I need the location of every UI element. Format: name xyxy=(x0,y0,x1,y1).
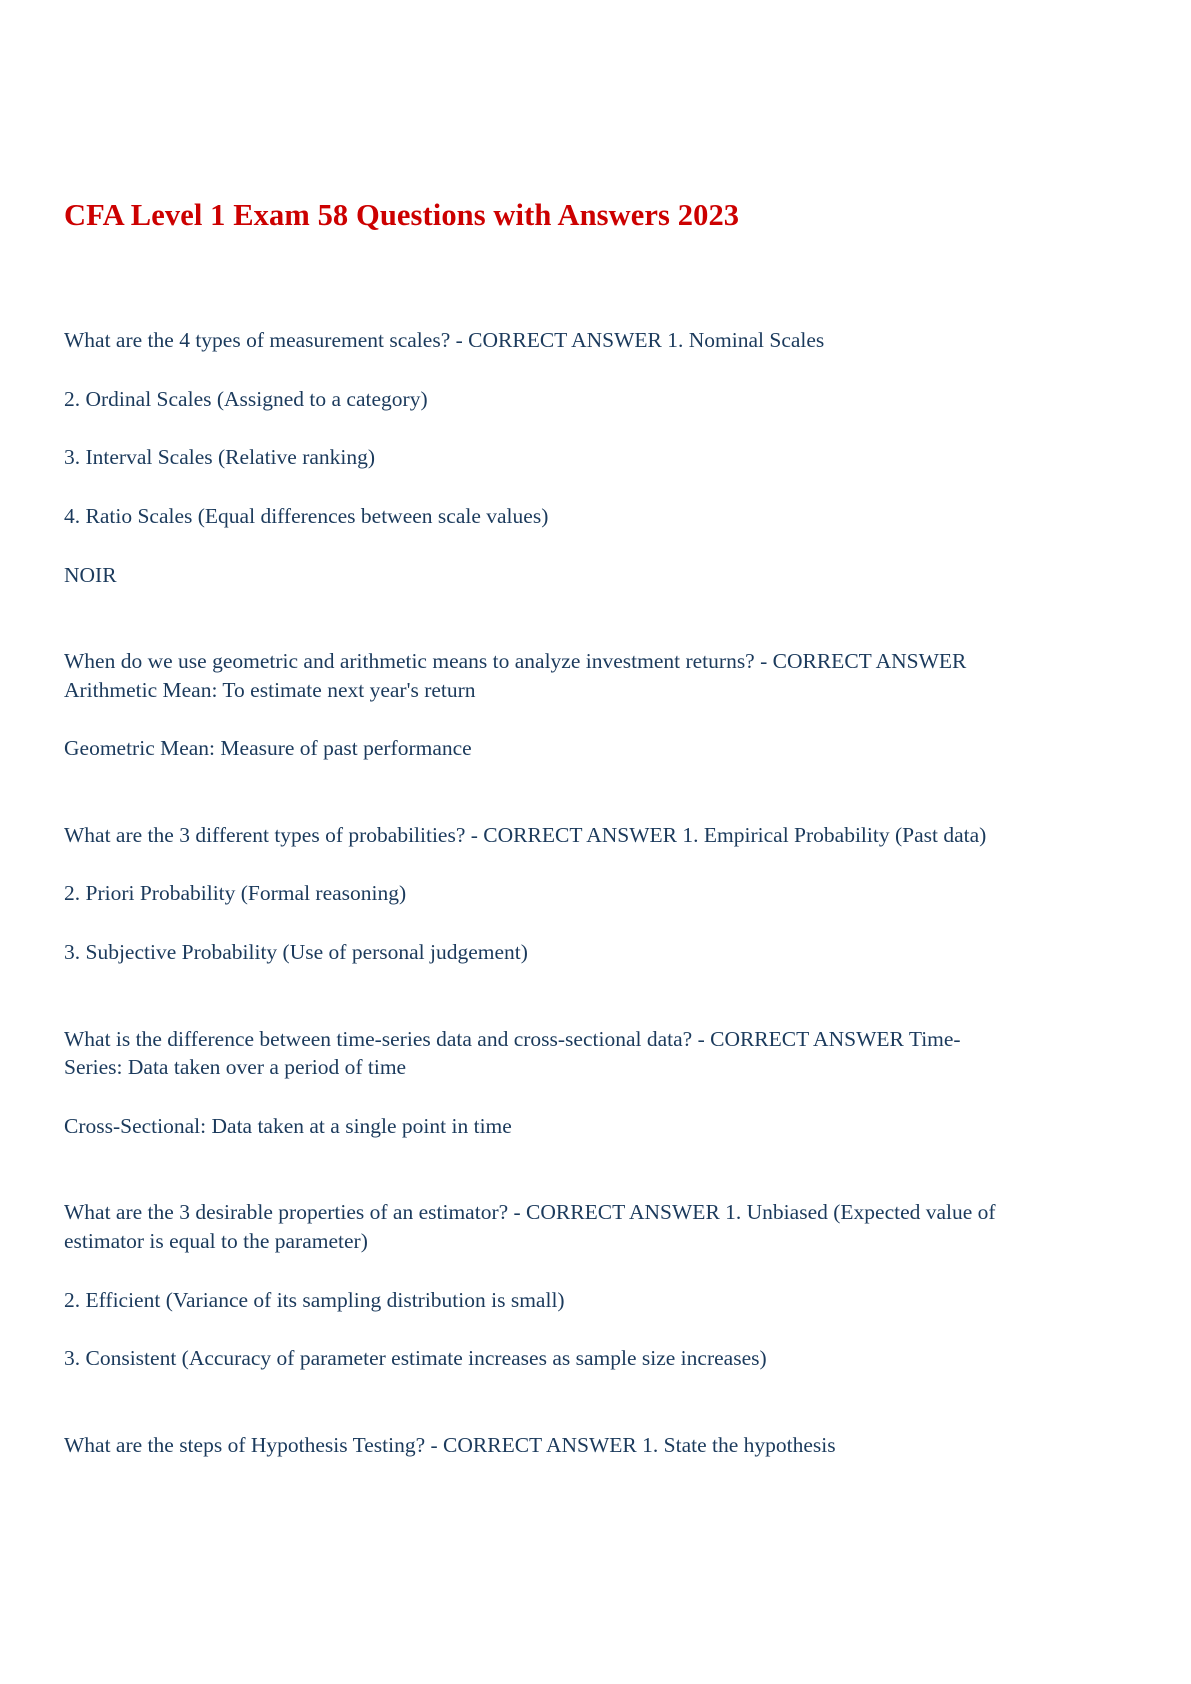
paragraph: 3. Subjective Probability (Use of personal judgement) xyxy=(64,940,528,965)
document-body xyxy=(64,326,1071,1459)
paragraph: What are the steps of Hypothesis Testing? - CORRECT ANSWER 1. State the hypothesis xyxy=(64,1432,836,1457)
paragraph: 3. Interval Scales (Relative ranking) xyxy=(64,445,376,470)
paragraph: Geometric Mean: Measure of past performance xyxy=(64,736,472,761)
paragraph: 2. Efficient (Variance of its sampling distribution is small) xyxy=(64,1287,565,1312)
paragraph: What are the 3 desirable properties of an estimator? - CORRECT ANSWER 1. Unbiased (Expected value of estimator is equal to the parameter) xyxy=(64,1200,996,1254)
qa-block xyxy=(64,1025,1071,1141)
qa-block xyxy=(64,1198,1071,1372)
paragraph: NOIR xyxy=(64,562,117,587)
paragraph: What are the 3 different types of probabilities? - CORRECT ANSWER 1. Empirical Probability (Past data) xyxy=(64,822,987,847)
qa-block xyxy=(64,821,1071,967)
paragraph: Cross-Sectional: Data taken at a single point in time xyxy=(64,1113,512,1138)
paragraph: What are the 4 types of measurement scales? - CORRECT ANSWER 1. Nominal Scales xyxy=(64,328,825,353)
qa-block xyxy=(64,326,1071,589)
paragraph: 2. Ordinal Scales (Assigned to a category) xyxy=(64,386,428,411)
paragraph: When do we use geometric and arithmetic means to analyze investment returns? - CORRECT ANSWER Arithmetic Mean: To estimate next year's return xyxy=(64,649,967,702)
paragraph: 2. Priori Probability (Formal reasoning) xyxy=(64,881,407,906)
paragraph: 3. Consistent (Accuracy of parameter estimate increases as sample size increases) xyxy=(64,1346,767,1371)
paragraph: 4. Ratio Scales (Equal differences between scale values) xyxy=(64,503,549,528)
qa-block xyxy=(64,647,1071,763)
qa-block xyxy=(64,1431,1071,1460)
page-title: CFA Level 1 Exam 58 Questions with Answers 2023 xyxy=(64,198,740,232)
paragraph: What is the difference between time-series data and cross-sectional data? - CORRECT ANSWER Time-Series: Data taken over a period of time xyxy=(64,1026,961,1080)
